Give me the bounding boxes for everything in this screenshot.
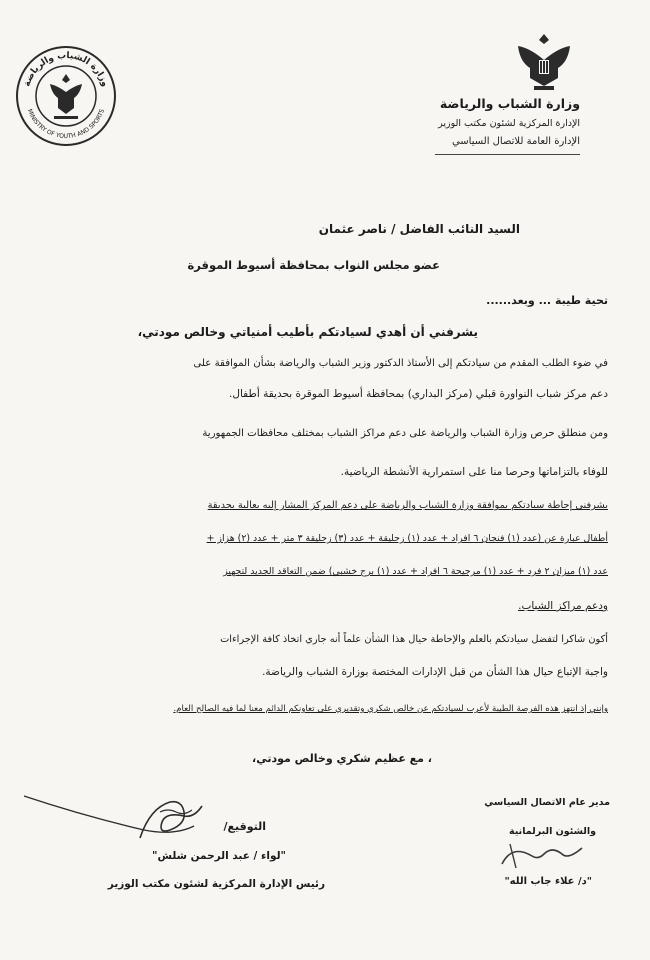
paragraph-line: أطفال عبارة عن (عدد (١) فنجان ٦ افراد + عدد (١) زحليقة + عدد (٣) زحليقة ٣ متر + عدد (٢) هزاز + xyxy=(206,533,608,544)
left-signer-name: "لواء / عبد الرحمن شلش" xyxy=(152,850,286,862)
left-signature-label: التوقيع/ xyxy=(223,820,266,833)
central-admin-line: الإدارة المركزية لشئون مكتب الوزير xyxy=(438,118,580,129)
left-signer-title: رئيس الإدارة المركزية لشئون مكتب الوزير xyxy=(107,878,325,890)
paragraph-line: أكون شاكرا لتفضل سيادتكم بالعلم والإحاطة حيال هذا الشأن علماً أنه جاري اتخاذ كافة الإجراءات xyxy=(220,634,608,645)
recipient-title: عضو مجلس النواب بمحافظة أسيوط الموقرة xyxy=(187,258,440,272)
closing-line: ، مع عظيم شكري وخالص مودتي، xyxy=(252,752,432,765)
right-signer-title-2: والشئون البرلمانية xyxy=(509,826,596,837)
general-admin-line: الإدارة العامة للاتصال السياسي xyxy=(451,136,580,147)
seal-english-text: MINISTRY OF YOUTH AND SPORTS xyxy=(25,108,107,141)
paragraph-line: للوفاء بالتزاماتها وحرصا منا على استمرارية الأنشطة الرياضية. xyxy=(340,466,608,478)
paragraph-line: وإنني إذ انتهز هذه الفرصة الطيبة لأعرب لسيادتكم عن خالص شكري وتقديري على تعاونكم الدائم معنا لما فيه الصالح العام. xyxy=(173,704,608,714)
egypt-eagle-emblem xyxy=(512,30,576,92)
paragraph-line: دعم مركز شباب النواورة قبلي (مركز البداري) بمحافظة أسيوط الموقرة بحديقة أطفال. xyxy=(229,388,608,400)
ministry-name: وزارة الشباب والرياضة xyxy=(439,96,580,111)
ministry-seal-logo xyxy=(14,44,118,148)
paragraph-line: ودعم مراكز الشباب. xyxy=(518,600,608,612)
opening-line: يشرفني أن أهدي لسيادتكم بأطيب أمنياتي وخالص مودتي، xyxy=(137,325,478,339)
right-signer-title-1: مدير عام الاتصال السياسي xyxy=(484,797,610,808)
paragraph-line: ومن منطلق حرص وزارة الشباب والرياضة على دعم مراكز الشباب بمختلف محافظات الجمهورية xyxy=(202,428,608,439)
recipient-name: السيد النائب الفاضل / ناصر عثمان xyxy=(318,222,520,236)
paragraph-line: عدد (١) ميزان ٢ فرد + عدد (١) مرجيحة ٦ افراد + عدد (١) برج خشبي) ضمن التعاقد الجديد لتجهيز xyxy=(223,566,608,577)
right-handwritten-signature xyxy=(492,834,592,874)
header-divider xyxy=(435,154,580,155)
paragraph-line: واجبة الإتباع حيال هذا الشأن من قبل الإدارات المختصة بوزارة الشباب والرياضة. xyxy=(262,666,608,678)
paragraph-line: في ضوء الطلب المقدم من سيادتكم إلى الأستاذ الدكتور وزير الشباب والرياضة بشأن الموافقة على xyxy=(193,358,608,369)
paragraph-line: يشرفني إحاطة سيادتكم بموافقة وزارة الشباب والرياضة على دعم المركز المشار إليه بعالية بحديقة xyxy=(207,500,608,511)
seal-arabic-text: وزارة الشباب والرياضة xyxy=(22,50,110,88)
greeting-line: تحية طيبة ... وبعد...... xyxy=(486,294,608,307)
right-signer-name: "د/ علاء جاب الله" xyxy=(504,876,592,887)
